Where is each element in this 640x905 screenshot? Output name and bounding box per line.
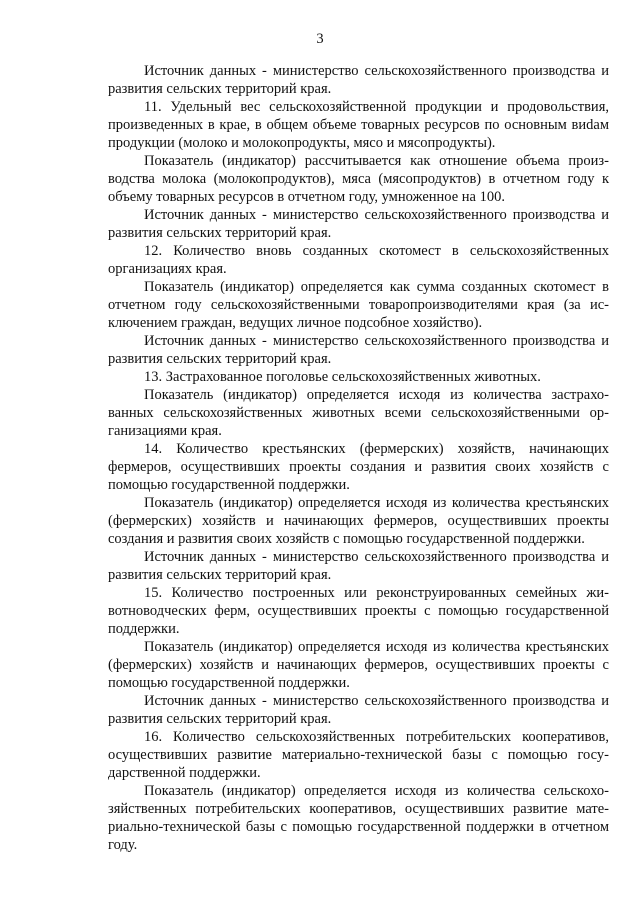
paragraph-source-14: Источник данных - министерство сельскохозяйственного производства и развития сельских территорий края.	[108, 549, 609, 583]
paragraph-source-11: Источник данных - министерство сельскохозяйственного производства и развития сельских территорий края.	[108, 207, 609, 241]
paragraph-item-15: 15. Количество построенных или реконструированных семейных животноводческих ферм, осуществивших проекты с помощью государственной поддержки.	[108, 585, 609, 637]
paragraph-indicator-11: Показатель (индикатор) рассчитывается как отношение объема производства молока (молокопродуктов), мяса (мясопродуктов) в отчетном году к объему товарных ресурсов в отчетном году, умноженное на 100.	[108, 153, 609, 205]
paragraph-item-11: 11. Удельный вес сельскохозяйственной продукции и продовольствия, произведенных в крае, в общем объеме товарных ресурсов по основным виdам продукции (молоко и молокопродукты, мясо и мясопродукты).	[108, 99, 609, 151]
paragraph-source-1: Источник данных - министерство сельскохозяйственного производства и развития сельских территорий края.	[108, 63, 609, 97]
document-body	[108, 62, 609, 854]
page-number: 3	[316, 31, 324, 47]
paragraph-item-13: 13. Застрахованное поголовье сельскохозяйственных животных.	[144, 369, 541, 385]
paragraph-source-12: Источник данных - министерство сельскохозяйственного производства и развития сельских территорий края.	[108, 333, 609, 367]
paragraph-item-16: 16. Количество сельскохозяйственных потребительских кооперативов, осуществивших развитие материально-технической базы с помощью государственной поддержки.	[108, 729, 609, 781]
paragraph-source-15: Источник данных - министерство сельскохозяйственного производства и развития сельских территорий края.	[108, 693, 609, 727]
paragraph-item-14: 14. Количество крестьянских (фермерских) хозяйств, начинающих фермеров, осуществивших проекты создания и развития своих хозяйств с помощью государственной поддержки.	[108, 441, 609, 493]
paragraph-item-12: 12. Количество вновь созданных скотомест в сельскохозяйственных организациях края.	[108, 243, 609, 277]
paragraph-indicator-16: Показатель (индикатор) определяется исходя из количества сельскохозяйственных потребительских кооперативов, осуществивших развитие материально-технической базы с помощью государственной поддержки в отчетном году.	[108, 783, 609, 853]
paragraph-indicator-14: Показатель (индикатор) определяется исходя из количества крестьянских (фермерских) хозяйств и начинающих фермеров, осуществивших проекты создания и развития своих хозяйств с помощью государственной поддержки.	[108, 495, 609, 547]
paragraph-indicator-15: Показатель (индикатор) определяется исходя из количества крестьянских (фермерских) хозяйств и начинающих фермеров, осуществивших проекты с помощью государственной поддержки.	[108, 639, 609, 691]
paragraph-indicator-12: Показатель (индикатор) определяется как сумма созданных скотомест в отчетном году сельскохозяйственными товаропроизводителями края (за исключением граждан, ведущих личное подсобное хозяйство).	[108, 279, 609, 331]
paragraph-indicator-13: Показатель (индикатор) определяется исходя из количества застрахованных сельскохозяйственных животных всеми сельскохозяйственными организациями края.	[108, 387, 609, 439]
